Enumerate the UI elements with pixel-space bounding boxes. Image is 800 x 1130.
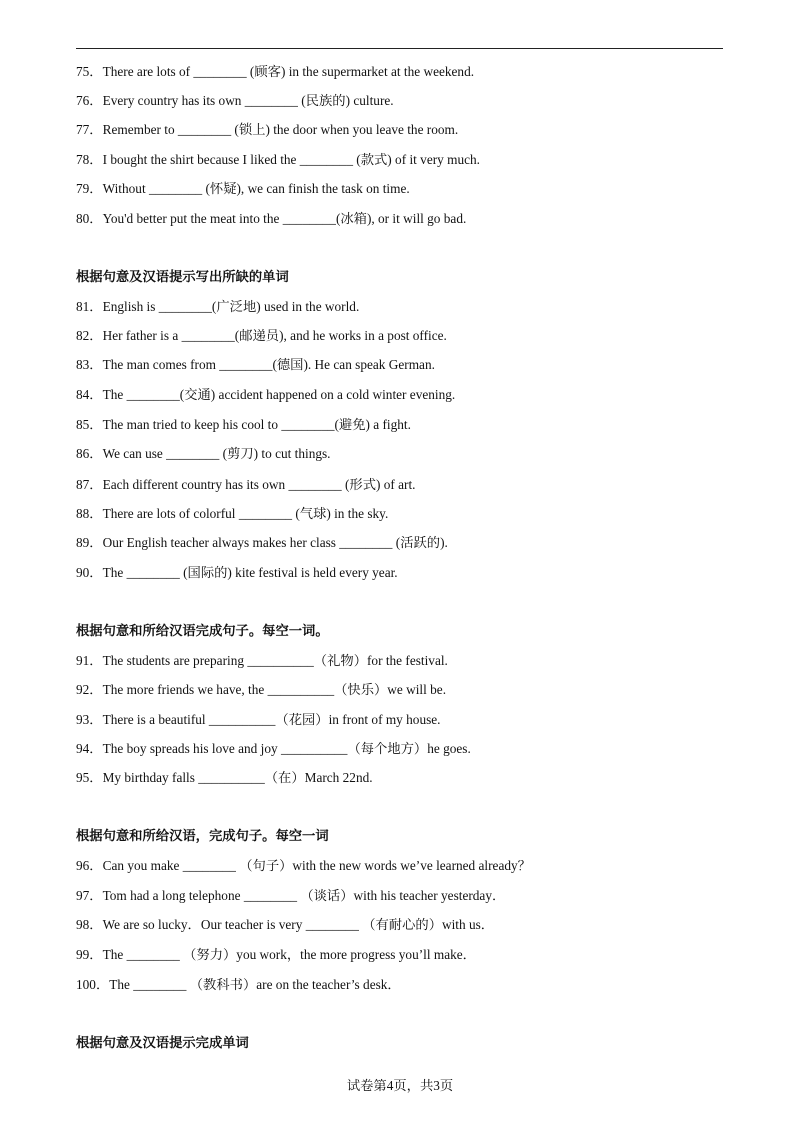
question-number: 84． [76,387,103,402]
question-77 [76,122,458,138]
question-83 [76,357,435,373]
question-text: We are so lucky．Our teacher is very ________ （有耐心的）with us． [102,917,495,932]
question-92 [76,682,446,698]
question-number: 90． [76,565,103,580]
question-number: 98． [76,917,103,932]
question-text: The ________ （努力）you work，the more progress you’ll make． [102,947,476,962]
question-number: 87． [76,477,103,492]
question-text: Can you make ________ （句子）with the new words we’ve learned already？ [102,858,531,873]
question-number: 99． [76,947,103,962]
question-text: There are lots of colorful ________ (气球) in the sky. [102,506,389,521]
question-82 [76,328,447,344]
question-number: 93． [76,712,103,727]
question-84 [76,387,455,403]
question-76 [76,93,394,109]
question-number: 94． [76,741,103,756]
question-number: 91． [76,653,103,668]
question-91 [76,653,448,669]
question-number: 92． [76,682,103,697]
question-86 [76,446,330,462]
question-99 [76,947,476,963]
question-85 [76,417,411,433]
question-text: My birthday falls __________（在）March 22nd. [102,770,373,785]
question-text: Remember to ________ (锁上) the door when you leave the room. [102,122,459,137]
question-80 [76,211,466,227]
question-text: The students are preparing __________（礼物）for the festival. [102,653,448,668]
question-text: You'd better put the meat into the ________(冰箱), or it will go bad. [102,211,467,226]
question-number: 97． [76,888,103,903]
question-text: The man tried to keep his cool to ________(避免) a fight. [102,417,411,432]
question-81 [76,299,359,315]
question-text: Each different country has its own ________ (形式) of art. [102,477,416,492]
question-95 [76,770,373,786]
header-rule [76,48,723,49]
question-number: 88． [76,506,103,521]
question-number: 95． [76,770,103,785]
question-text: The man comes from ________(德国). He can speak German. [102,357,435,372]
question-94 [76,741,471,757]
question-90 [76,565,398,581]
question-number: 85． [76,417,103,432]
question-87 [76,477,416,493]
section-heading: 根据句意及汉语提示写出所缺的单词 [76,270,289,285]
question-text: Our English teacher always makes her class ________ (活跃的). [102,535,448,550]
question-text: I bought the shirt because I liked the ________ (款式) of it very much. [102,152,480,167]
question-text: The boy spreads his love and joy __________（每个地方）he goes. [102,741,471,756]
question-number: 96． [76,858,103,873]
question-number: 100． [76,977,110,992]
question-text: Tom had a long telephone ________ （谈话）with his teacher yesterday． [102,888,506,903]
question-88 [76,506,388,522]
question-number: 89． [76,535,103,550]
question-text: Her father is a ________(邮递员), and he works in a post office. [102,328,447,343]
section-heading: 根据句意和所给汉语完成句子。每空一词。 [76,624,329,639]
question-number: 82． [76,328,103,343]
question-text: Every country has its own ________ (民族的) culture. [102,93,394,108]
question-text: Without ________ (怀疑), we can finish the task on time. [102,181,410,196]
question-number: 81． [76,299,103,314]
question-78 [76,152,480,168]
question-text: The more friends we have, the __________（快乐）we will be. [102,682,447,697]
question-number: 75． [76,64,103,79]
question-98 [76,917,494,933]
question-number: 78． [76,152,103,167]
question-number: 83． [76,357,103,372]
question-text: The ________ （教科书）are on the teacher’s desk． [109,977,401,992]
question-number: 86． [76,446,103,461]
question-89 [76,535,448,551]
question-number: 76． [76,93,103,108]
question-text: There are lots of ________ (顾客) in the supermarket at the weekend. [102,64,475,79]
question-100 [76,977,401,993]
question-75 [76,64,474,80]
question-number: 79． [76,181,103,196]
question-93 [76,712,441,728]
question-text: There is a beautiful __________（花园）in front of my house. [102,712,441,727]
question-96 [76,858,531,874]
question-text: English is ________(广泛地) used in the world. [102,299,360,314]
question-number: 80． [76,211,103,226]
page-footer: 试卷第4页，共3页 [346,1078,454,1093]
question-79 [76,181,410,197]
question-text: The ________(交通) accident happened on a cold winter evening. [102,387,456,402]
section-heading: 根据句意和所给汉语，完成句子。每空一词 [76,829,329,844]
question-number: 77． [76,122,103,137]
section-heading: 根据句意及汉语提示完成单词 [76,1036,249,1051]
question-text: The ________ (国际的) kite festival is held every year. [102,565,398,580]
question-text: We can use ________ (剪刀) to cut things. [102,446,331,461]
question-97 [76,888,505,904]
